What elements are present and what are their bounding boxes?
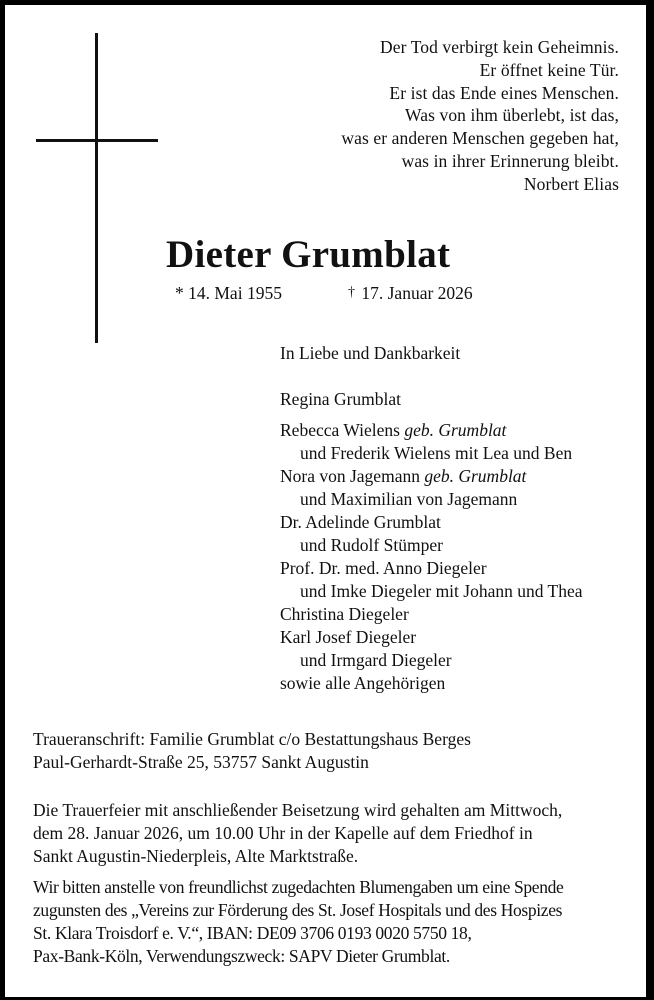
quote-line: Er öffnet keine Tür. [479,59,619,80]
family-entry: und Rudolf Stümper [300,535,443,555]
family-entry: und Maximilian von Jagemann [300,489,518,509]
family-entry: Prof. Dr. med. Anno Diegeler [280,558,487,578]
cross-icon-horizontal [36,139,158,142]
birth-date: * 14. Mai 1955 [175,283,282,303]
death-date: 17. Januar 2026 [361,283,473,303]
family-list [280,342,583,695]
donation-line: zugunsten des „Vereins zur Förderung des St. Josef Hospitals und des Hospizes [33,900,563,920]
maiden-name: geb. Grumblat [404,420,507,440]
mourning-address [33,728,471,774]
quote-line: Was von ihm überlebt, ist das, [405,105,619,126]
quote-line: Der Tod verbirgt kein Geheimnis. [380,37,619,57]
ceremony-info [33,799,562,868]
family-entry: und Frederik Wielens mit Lea und Ben [300,443,573,463]
donation-line: Wir bitten anstelle von freundlichst zugedachten Blumengaben um eine Spende [33,877,564,897]
family-entry: Dr. Adelinde Grumblat [280,512,441,532]
family-entry: Rebecca Wielens geb. Grumblat [280,420,507,440]
dagger-icon: † [348,285,355,300]
deceased-name: Dieter Grumblat [166,233,451,276]
quote-line: was in ihrer Erinnerung bleibt. [401,150,619,171]
donation-line: Pax-Bank-Köln, Verwendungszweck: SAPV Dieter Grumblat. [33,946,450,966]
family-entry: sowie alle Angehörigen [280,673,446,693]
family-intro: In Liebe und Dankbarkeit [280,343,461,363]
ceremony-line: dem 28. Januar 2026, um 10.00 Uhr in der Kapelle auf dem Friedhof in [33,823,533,843]
ceremony-line: Sankt Augustin-Niederpleis, Alte Marktstraße. [33,846,359,866]
obituary-notice [5,5,646,997]
family-entry: Nora von Jagemann geb. Grumblat [280,466,527,486]
address-line: Paul-Gerhardt-Straße 25, 53757 Sankt Augustin [33,752,369,772]
family-entry: und Imke Diegeler mit Johann und Thea [300,581,583,601]
address-line: Traueranschrift: Familie Grumblat c/o Bestattungshaus Berges [33,729,471,749]
quote-line: was er anderen Menschen gegeben hat, [341,128,619,149]
quote-line: Er ist das Ende eines Menschen. [389,82,619,103]
ceremony-line: Die Trauerfeier mit anschließender Beisetzung wird gehalten am Mittwoch, [33,800,563,820]
cross-icon-vertical [95,33,98,343]
family-entry: Christina Diegeler [280,604,409,624]
maiden-name: geb. Grumblat [424,466,527,486]
family-spouse: Regina Grumblat [280,389,402,409]
donation-line: St. Klara Troisdorf e. V.“, IBAN: DE09 3706 0193 0020 5750 18, [33,923,472,943]
family-entry: Karl Josef Diegeler [280,627,417,647]
quote-author: Norbert Elias [523,173,619,194]
family-entry: und Irmgard Diegeler [300,650,452,670]
donation-info [33,876,563,968]
quote-block [341,36,619,196]
death-date-wrapper [348,283,473,304]
